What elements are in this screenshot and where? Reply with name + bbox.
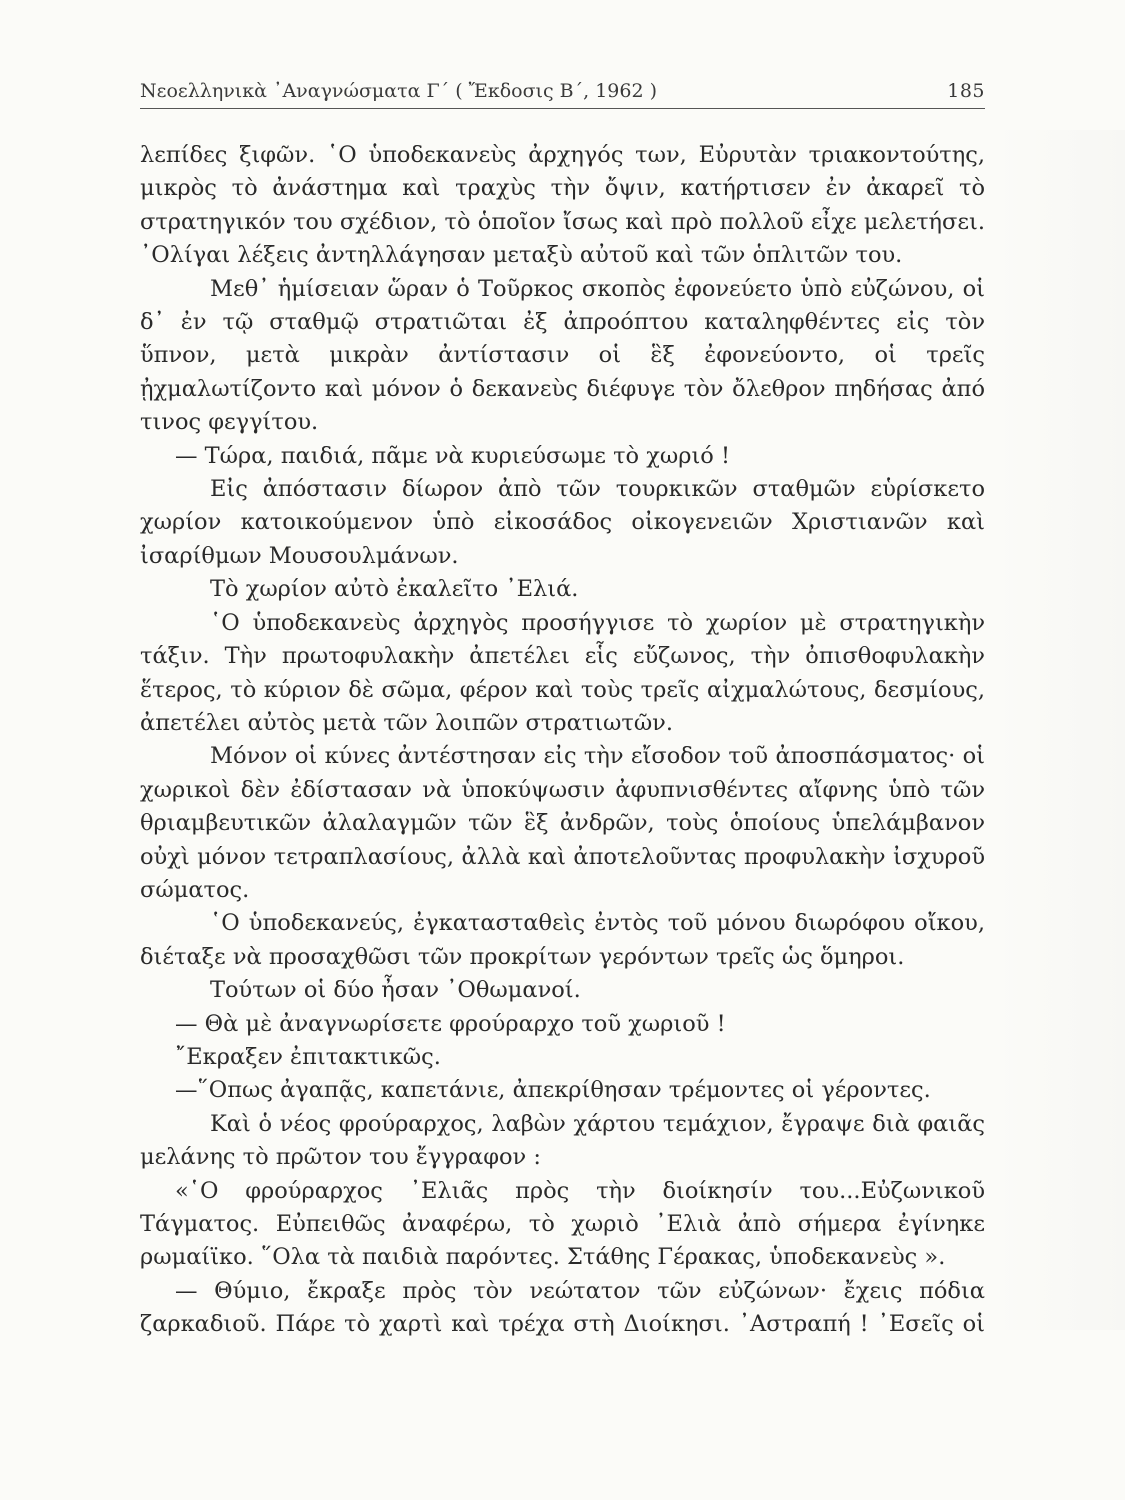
dialogue-line: — Τώρα, παιδιά, πᾶμε νὰ κυριεύσωμε τὸ χωριό !	[175, 442, 731, 469]
paragraph: Μεθ᾿ ἡμίσειαν ὥραν ὁ Τοῦρκος σκοπὸς ἐφονεύετο ὑπὸ εὐζώνου, οἱ δ᾿ ἐν τῷ σταθμῷ στρατιῶται ἐξ ἀπροόπτου καταληφθέντες εἰς τὸν ὕπνον, μετὰ μικρὰν ἀντίστασιν οἱ ἓξ ἐφονεύοντο, οἱ τρεῖς ᾐχμαλωτίζοντο καὶ μόνον ὁ δεκανεὺς διέφυγε τὸν ὄλεθρον πηδήσας ἀπό τινος φεγγίτου.	[140, 275, 985, 436]
dialogue-line: — Θὰ μὲ ἀναγνωρίσετε φρούραρχο τοῦ χωριοῦ !	[175, 1010, 726, 1037]
paragraph: Τούτων οἱ δύο ἦσαν ᾿Οθωμανοί.	[210, 977, 581, 1004]
paragraph: λεπίδες ξιφῶν. ῾Ο ὑποδεκανεὺς ἀρχηγός των, Εὐρυτὰν τριακοντούτης, μικρὸς τὸ ἀνάστημα καὶ τραχὺς τὴν ὄψιν, κατήρτισεν ἐν ἀκαρεῖ τὸ στρατηγικόν του σχέδιον, τὸ ὁποῖον ἴσως καὶ πρὸ πολλοῦ εἶχε μελετήσει. ᾿Ολίγαι λέξεις ἀντηλλάγησαν μεταξὺ αὐτοῦ καὶ τῶν ὁπλιτῶν του.	[140, 142, 985, 269]
book-page	[140, 80, 985, 1342]
running-header	[140, 80, 985, 109]
paragraph: Μόνον οἱ κύνες ἀντέστησαν εἰς τὴν εἴσοδον τοῦ ἀποσπάσματος· οἱ χωρικοὶ δὲν ἐδίστασαν νὰ ὑποκύψωσιν ἀφυπνισθέντες αἴφνης ὑπὸ τῶν θριαμβευτικῶν ἀλαλαγμῶν τῶν ἓξ ἀνδρῶν, τοὺς ὁποίους ὑπελάμβανον οὐχὶ μόνον τετραπλασίους, ἀλλὰ καὶ ἀποτελοῦντας προφυλακὴν ἰσχυροῦ σώματος.	[140, 743, 985, 903]
paragraph: ῾Ο ὑποδεκανεύς, ἐγκατασταθεὶς ἐντὸς τοῦ μόνου διωρόφου οἴκου, διέταξε νὰ προσαχθῶσι τῶν προκρίτων γερόντων τρεῖς ὡς ὅμηροι.	[140, 910, 985, 970]
paragraph: Τὸ χωρίον αὐτὸ ἐκαλεῖτο ᾿Ελιά.	[210, 576, 579, 603]
paragraph: Καὶ ὁ νέος φρούραρχος, λαβὼν χάρτου τεμάχιον, ἔγραψε διὰ φαιᾶς μελάνης τὸ πρῶτον του ἔγγραφον :	[140, 1110, 985, 1171]
dialogue-line: — Θύμιο, ἔκραξε πρὸς τὸν νεώτατον τῶν εὐζώνων· ἔχεις πόδια ζαρκαδιοῦ. Πάρε τὸ χαρτὶ καὶ τρέχα στὴ Διοίκησι. ᾿Αστραπή ! ᾿Εσεῖς οἱ	[140, 1277, 985, 1338]
paragraph: ῎Εκραξεν ἐπιτακτικῶς.	[175, 1043, 441, 1070]
body-text	[140, 139, 985, 1342]
dialogue-line: —῞Οπως ἀγαπᾷς, καπετάνιε, ἀπεκρίθησαν τρέμοντες οἱ γέροντες.	[175, 1077, 931, 1104]
paragraph: ῾Ο ὑποδεκανεὺς ἀρχηγὸς προσήγγισε τὸ χωρίον μὲ στρατηγικὴν τάξιν. Τὴν πρωτοφυλακὴν ἀπετέλει εἷς εὔζωνος, τὴν ὀπισθοφυλακὴν ἕτερος, τὸ κύριον δὲ σῶμα, φέρον καὶ τοὺς τρεῖς αἰχμαλώτους, δεσμίους, ἀπετέλει αὐτὸς μετὰ τῶν λοιπῶν στρατιωτῶν.	[140, 609, 985, 736]
book-title: Νεοελληνικὰ ᾿Αναγνώσματα Γ´ ( Ἔκδοσις Β´, 1962 )	[140, 80, 658, 102]
page-number: 185	[947, 80, 985, 102]
scan-bleed-through	[995, 130, 1125, 1330]
quoted-document: «῾Ο φρούραρχος ᾿Ελιᾶς πρὸς τὴν διοίκησίν του...Εὐζωνικοῦ Τάγματος. Εὐπειθῶς ἀναφέρω, τὸ χωριὸ ᾿Ελιὰ ἀπὸ σήμερα ἐγίνηκε ρωμαίϊκο. ῞Ολα τὰ παιδιὰ παρόντες. Στάθης Γέρακας, ὑποδεκανεὺς ».	[140, 1177, 985, 1271]
paragraph: Εἰς ἀπόστασιν δίωρον ἀπὸ τῶν τουρκικῶν σταθμῶν εὑρίσκετο χωρίον κατοικούμενον ὑπὸ εἰκοσάδος οἰκογενειῶν Χριστιανῶν καὶ ἰσαρίθμων Μουσουλμάνων.	[140, 476, 985, 569]
